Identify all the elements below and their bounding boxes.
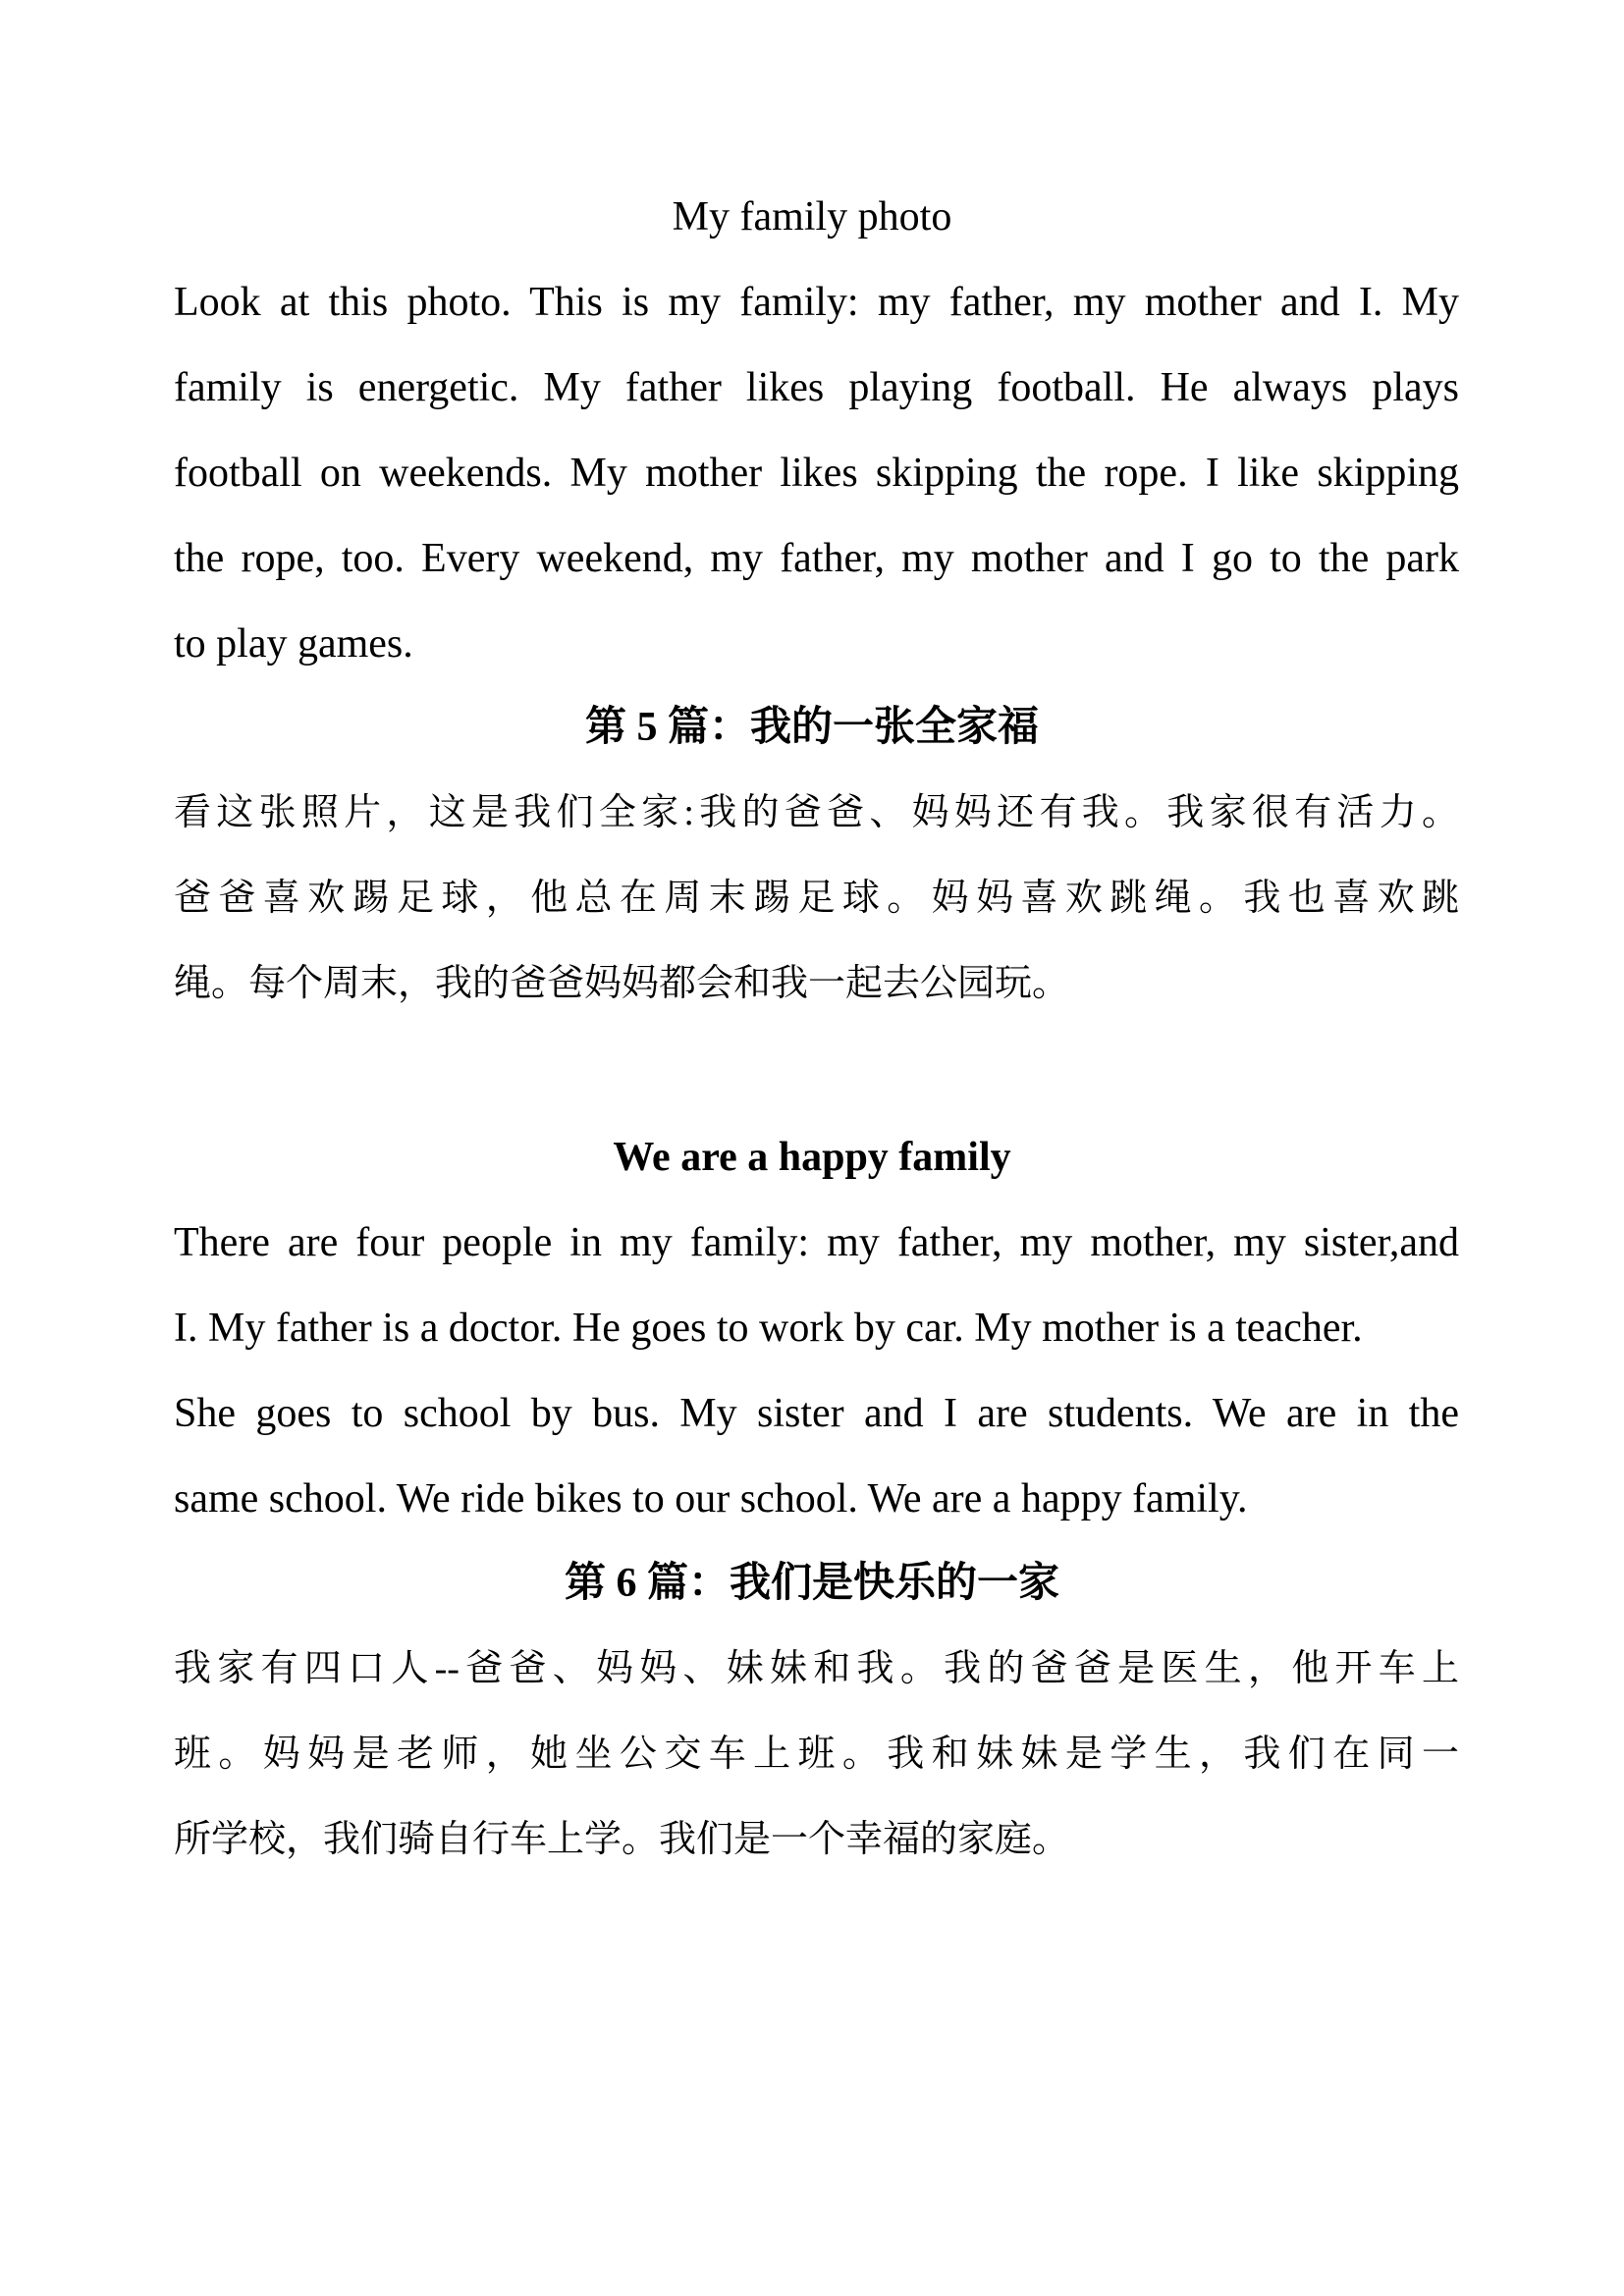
passage-2-title: We are a happy family [613, 1135, 1011, 1180]
passage-2-line: same school. We ride bikes to our school. We are a happy family. [174, 1476, 1248, 1522]
passage-1-line: family is energetic. My father likes playing football. He always plays [174, 365, 1459, 410]
passage-1-line: football on weekends. My mother likes skipping the rope. I like skipping [174, 451, 1459, 496]
translation-1-line: 看这张照片，这是我们全家:我的爸爸、妈妈还有我。我家很有活力。 [174, 792, 1459, 833]
passage-2-line: She goes to school by bus. My sister and I are students. We are in the [174, 1391, 1459, 1436]
translation-2-line: 所学校，我们骑自行车上学。我们是一个幸福的家庭。 [174, 1819, 1070, 1860]
translation-1-line: 绳。每个周末，我的爸爸妈妈都会和我一起去公园玩。 [174, 963, 1070, 1004]
translation-2-title: 第 6 篇：我们是快乐的一家 [564, 1561, 1059, 1606]
translation-1-title: 第 5 篇：我的一张全家福 [584, 705, 1039, 750]
passage-1-title: My family photo [672, 194, 952, 240]
passage-1-line: to play games. [174, 621, 413, 667]
passage-1-line: Look at this photo. This is my family: my father, my mother and I. My [174, 280, 1459, 325]
passage-1-line: the rope, too. Every weekend, my father, my mother and I go to the park [174, 536, 1459, 581]
translation-2-line: 班。妈妈是老师，她坐公交车上班。我和妹妹是学生，我们在同一 [174, 1734, 1459, 1775]
passage-2-line: I. My father is a doctor. He goes to work by car. My mother is a teacher. [174, 1306, 1363, 1351]
translation-1-line: 爸爸喜欢踢足球，他总在周末踢足球。妈妈喜欢跳绳。我也喜欢跳 [174, 878, 1459, 919]
translation-2-line: 我家有四口人--爸爸、妈妈、妹妹和我。我的爸爸是医生，他开车上 [174, 1648, 1459, 1689]
passage-2-line: There are four people in my family: my father, my mother, my sister,and [174, 1220, 1459, 1265]
